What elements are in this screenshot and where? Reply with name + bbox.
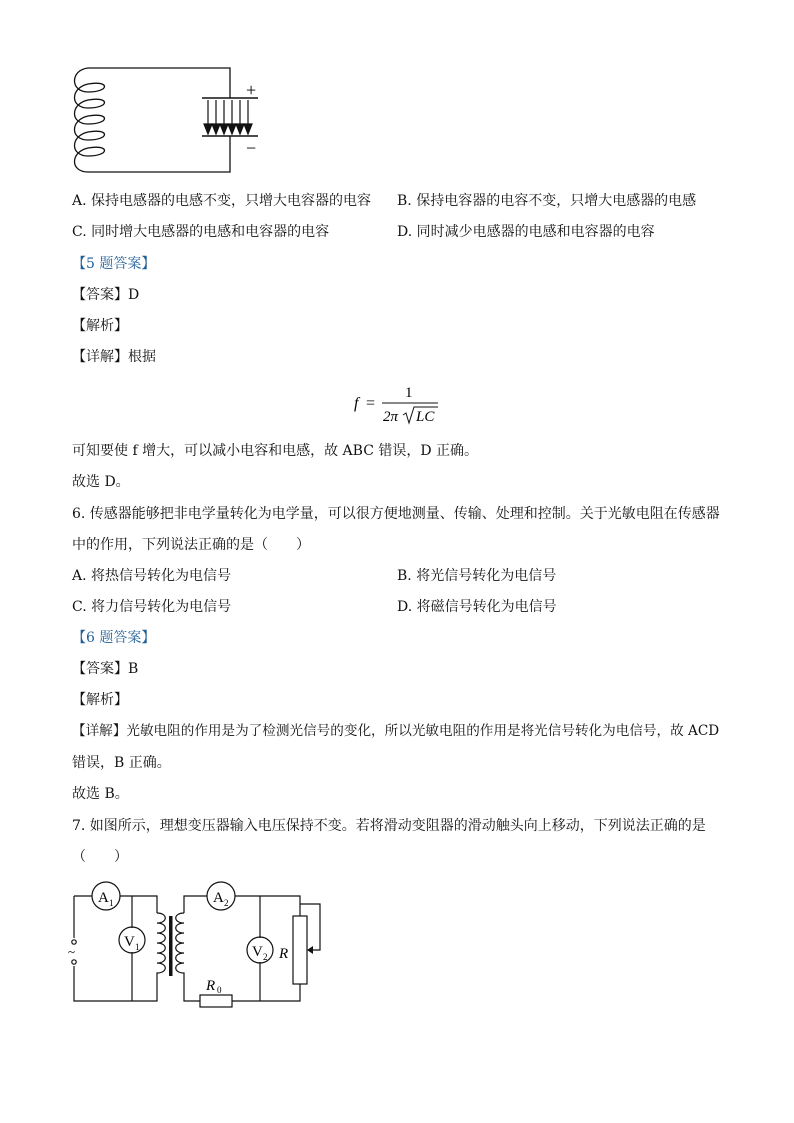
q6-stem-line1: 6. 传感器能够把非电学量转化为电学量，可以很方便地测量、传输、处理和控制。关于光敏电阻在传感器 bbox=[72, 506, 720, 522]
q6-conclusion: 故选 B。 bbox=[72, 786, 129, 802]
formula-lhs: f bbox=[354, 395, 359, 412]
primary-wire bbox=[74, 896, 157, 1001]
a2-label: A bbox=[213, 890, 224, 906]
q5-explain: 可知要使 f 增大，可以减小电容和电感，故 ABC 错误，D 正确。 bbox=[72, 443, 479, 459]
plus-sign: + bbox=[246, 80, 257, 100]
secondary-coil bbox=[176, 913, 184, 978]
q5-conclusion: 故选 D。 bbox=[72, 474, 130, 490]
q5-option-d: D. 同时减少电感器的电感和电容器的电容 bbox=[397, 224, 655, 240]
v1-sub: 1 bbox=[135, 942, 140, 952]
r-label: R bbox=[279, 946, 289, 962]
primary-coil bbox=[157, 913, 165, 978]
q5-option-c: C. 同时增大电感器的电感和电容器的电容 bbox=[72, 224, 330, 240]
q6-answer-heading: 【6 题答案】 bbox=[72, 630, 156, 646]
q5-analysis: 【解析】 bbox=[72, 318, 128, 334]
q6-stem-line2: 中的作用，下列说法正确的是（ ） bbox=[72, 537, 310, 553]
minus-sign: − bbox=[246, 138, 257, 158]
q6-analysis: 【解析】 bbox=[72, 692, 128, 708]
a1-label: A bbox=[98, 890, 109, 906]
formula-numerator: 1 bbox=[405, 385, 413, 401]
q5-option-b: B. 保持电容器的电容不变，只增大电感器的电感 bbox=[397, 193, 697, 209]
ac-terminal-bottom bbox=[72, 960, 76, 964]
formula-radicand: LC bbox=[416, 409, 435, 425]
q6-detail-line1: 【详解】光敏电阻的作用是为了检测光信号的变化，所以光敏电阻的作用是将光信号转化为电信号，故 ACD bbox=[72, 723, 720, 739]
formula-den-prefix: 2π bbox=[383, 409, 399, 425]
v1-label: V bbox=[124, 934, 135, 950]
rheostat-slider bbox=[300, 904, 320, 950]
formula-equals: = bbox=[366, 395, 376, 412]
field-arrows bbox=[204, 100, 252, 134]
q7-stem-line1: 7. 如图所示，理想变压器输入电压保持不变。若将滑动变阻器的滑动触头向上移动，下列说法正确的是 bbox=[72, 818, 706, 834]
q5-detail-label: 【详解】根据 bbox=[72, 349, 156, 365]
a1-sub: 1 bbox=[109, 898, 114, 908]
r0-label: R bbox=[206, 978, 216, 994]
rheostat-r bbox=[293, 916, 307, 984]
q5-option-a: A. 保持电感器的电感不变，只增大电容器的电容 bbox=[72, 193, 372, 209]
slider-arrow bbox=[307, 946, 313, 954]
transformer-core bbox=[169, 916, 173, 976]
q6-option-c: C. 将力信号转化为电信号 bbox=[72, 599, 232, 615]
ac-symbol: ~ bbox=[68, 944, 76, 959]
q6-answer: 【答案】B bbox=[72, 661, 139, 677]
resistor-r0 bbox=[200, 995, 232, 1007]
a2-sub: 2 bbox=[224, 898, 229, 908]
circuit-wire bbox=[88, 68, 230, 172]
q5-answer-heading: 【5 题答案】 bbox=[72, 256, 156, 272]
lc-circuit-figure bbox=[70, 62, 270, 177]
transformer-circuit-figure bbox=[62, 878, 342, 1013]
q5-answer: 【答案】D bbox=[72, 287, 140, 303]
v2-sub: 2 bbox=[263, 952, 268, 962]
q6-option-d: D. 将磁信号转化为电信号 bbox=[397, 599, 557, 615]
q6-option-a: A. 将热信号转化为电信号 bbox=[72, 568, 232, 584]
inductor-coil bbox=[75, 68, 105, 172]
q6-option-b: B. 将光信号转化为电信号 bbox=[397, 568, 557, 584]
r0-sub: 0 bbox=[217, 985, 222, 995]
frequency-formula bbox=[350, 380, 450, 428]
q6-detail-line2: 错误，B 正确。 bbox=[72, 755, 171, 771]
v2-label: V bbox=[252, 944, 263, 960]
q7-stem-line2: （ ） bbox=[72, 849, 128, 865]
